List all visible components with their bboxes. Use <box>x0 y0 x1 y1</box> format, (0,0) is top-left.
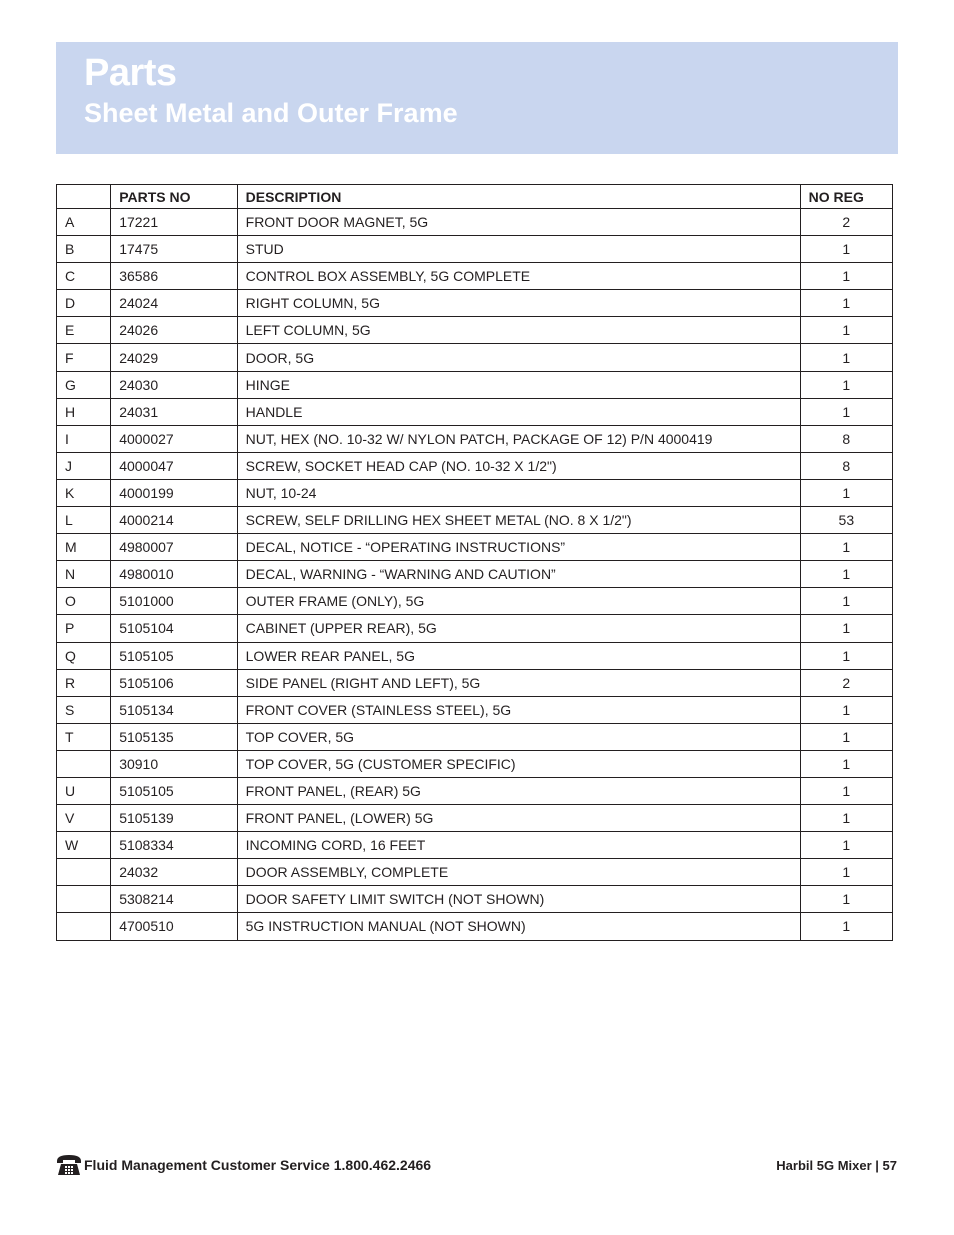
description-cell: DOOR ASSEMBLY, COMPLETE <box>237 859 800 886</box>
quantity-cell: 1 <box>800 398 892 425</box>
page-number-label: Harbil 5G Mixer | 57 <box>776 1158 897 1173</box>
table-row <box>57 371 893 398</box>
table-row <box>57 832 893 859</box>
row-letter-cell: D <box>57 290 111 317</box>
quantity-cell: 1 <box>800 263 892 290</box>
table-row <box>57 317 893 344</box>
description-cell: INCOMING CORD, 16 FEET <box>237 832 800 859</box>
description-cell: LOWER REAR PANEL, 5G <box>237 642 800 669</box>
quantity-cell: 1 <box>800 642 892 669</box>
quantity-cell: 1 <box>800 236 892 263</box>
table-row <box>57 805 893 832</box>
parts-table-body <box>57 209 893 941</box>
part-number-cell: 17221 <box>111 209 237 236</box>
row-letter-cell: M <box>57 534 111 561</box>
quantity-cell: 1 <box>800 696 892 723</box>
part-number-cell: 24031 <box>111 398 237 425</box>
table-row <box>57 236 893 263</box>
row-letter-cell: W <box>57 832 111 859</box>
table-row <box>57 859 893 886</box>
table-row <box>57 209 893 236</box>
page-subtitle: Sheet Metal and Outer Frame <box>84 98 458 128</box>
part-number-cell: 5101000 <box>111 588 237 615</box>
table-row <box>57 588 893 615</box>
row-letter-cell: V <box>57 805 111 832</box>
description-cell: LEFT COLUMN, 5G <box>237 317 800 344</box>
description-cell: STUD <box>237 236 800 263</box>
quantity-cell: 1 <box>800 615 892 642</box>
part-number-cell: 5105135 <box>111 723 237 750</box>
part-number-cell: 4000214 <box>111 507 237 534</box>
description-cell: FRONT COVER (STAINLESS STEEL), 5G <box>237 696 800 723</box>
description-cell: DECAL, WARNING - “WARNING AND CAUTION” <box>237 561 800 588</box>
description-cell: DOOR SAFETY LIMIT SWITCH (NOT SHOWN) <box>237 886 800 913</box>
table-row <box>57 723 893 750</box>
quantity-cell: 1 <box>800 588 892 615</box>
table-row <box>57 507 893 534</box>
table-row <box>57 344 893 371</box>
part-number-cell: 24029 <box>111 344 237 371</box>
row-letter-cell: T <box>57 723 111 750</box>
page-title: Parts <box>84 52 177 94</box>
table-row <box>57 642 893 669</box>
quantity-cell: 1 <box>800 723 892 750</box>
quantity-cell: 1 <box>800 913 892 940</box>
description-cell: TOP COVER, 5G (CUSTOMER SPECIFIC) <box>237 750 800 777</box>
quantity-cell: 1 <box>800 344 892 371</box>
part-number-cell: 5105106 <box>111 669 237 696</box>
part-number-cell: 4980010 <box>111 561 237 588</box>
table-row <box>57 534 893 561</box>
column-header-description: DESCRIPTION <box>237 185 800 209</box>
telephone-icon <box>56 1154 82 1176</box>
column-header-parts-no: PARTS NO <box>111 185 237 209</box>
description-cell: RIGHT COLUMN, 5G <box>237 290 800 317</box>
part-number-cell: 5105104 <box>111 615 237 642</box>
part-number-cell: 4000047 <box>111 452 237 479</box>
quantity-cell: 2 <box>800 669 892 696</box>
table-row <box>57 398 893 425</box>
quantity-cell: 1 <box>800 561 892 588</box>
row-letter-cell: C <box>57 263 111 290</box>
table-row <box>57 263 893 290</box>
table-row <box>57 615 893 642</box>
description-cell: CONTROL BOX ASSEMBLY, 5G COMPLETE <box>237 263 800 290</box>
quantity-cell: 1 <box>800 371 892 398</box>
row-letter-cell: G <box>57 371 111 398</box>
part-number-cell: 24030 <box>111 371 237 398</box>
part-number-cell: 17475 <box>111 236 237 263</box>
description-cell: OUTER FRAME (ONLY), 5G <box>237 588 800 615</box>
table-row <box>57 561 893 588</box>
description-cell: NUT, 10-24 <box>237 479 800 506</box>
part-number-cell: 5308214 <box>111 886 237 913</box>
row-letter-cell: I <box>57 425 111 452</box>
table-row <box>57 750 893 777</box>
row-letter-cell: E <box>57 317 111 344</box>
row-letter-cell <box>57 750 111 777</box>
row-letter-cell: B <box>57 236 111 263</box>
row-letter-cell <box>57 913 111 940</box>
quantity-cell: 1 <box>800 832 892 859</box>
description-cell: DOOR, 5G <box>237 344 800 371</box>
table-row <box>57 479 893 506</box>
footer-customer-service <box>56 1152 431 1178</box>
description-cell: HINGE <box>237 371 800 398</box>
row-letter-cell: Q <box>57 642 111 669</box>
part-number-cell: 5105139 <box>111 805 237 832</box>
part-number-cell: 24026 <box>111 317 237 344</box>
table-row <box>57 696 893 723</box>
quantity-cell: 1 <box>800 534 892 561</box>
table-row <box>57 913 893 940</box>
row-letter-cell: P <box>57 615 111 642</box>
description-cell: NUT, HEX (NO. 10-32 W/ NYLON PATCH, PACKAGE OF 12) P/N 4000419 <box>237 425 800 452</box>
row-letter-cell <box>57 859 111 886</box>
row-letter-cell: H <box>57 398 111 425</box>
column-header-no-reg: NO REG <box>800 185 892 209</box>
part-number-cell: 5105105 <box>111 777 237 804</box>
parts-table <box>56 184 893 941</box>
quantity-cell: 1 <box>800 886 892 913</box>
part-number-cell: 24032 <box>111 859 237 886</box>
description-cell: SCREW, SELF DRILLING HEX SHEET METAL (NO. 8 X 1/2") <box>237 507 800 534</box>
part-number-cell: 4000199 <box>111 479 237 506</box>
row-letter-cell: R <box>57 669 111 696</box>
column-header-letter <box>57 185 111 209</box>
quantity-cell: 1 <box>800 777 892 804</box>
part-number-cell: 24024 <box>111 290 237 317</box>
description-cell: DECAL, NOTICE - “OPERATING INSTRUCTIONS” <box>237 534 800 561</box>
table-row <box>57 669 893 696</box>
part-number-cell: 4000027 <box>111 425 237 452</box>
description-cell: SCREW, SOCKET HEAD CAP (NO. 10-32 X 1/2") <box>237 452 800 479</box>
quantity-cell: 8 <box>800 452 892 479</box>
row-letter-cell: U <box>57 777 111 804</box>
row-letter-cell: L <box>57 507 111 534</box>
quantity-cell: 53 <box>800 507 892 534</box>
row-letter-cell <box>57 886 111 913</box>
quantity-cell: 2 <box>800 209 892 236</box>
part-number-cell: 36586 <box>111 263 237 290</box>
row-letter-cell: K <box>57 479 111 506</box>
table-row <box>57 452 893 479</box>
row-letter-cell: O <box>57 588 111 615</box>
row-letter-cell: N <box>57 561 111 588</box>
quantity-cell: 1 <box>800 290 892 317</box>
quantity-cell: 1 <box>800 317 892 344</box>
quantity-cell: 8 <box>800 425 892 452</box>
description-cell: FRONT PANEL, (REAR) 5G <box>237 777 800 804</box>
part-number-cell: 30910 <box>111 750 237 777</box>
row-letter-cell: S <box>57 696 111 723</box>
part-number-cell: 4700510 <box>111 913 237 940</box>
description-cell: SIDE PANEL (RIGHT AND LEFT), 5G <box>237 669 800 696</box>
part-number-cell: 5108334 <box>111 832 237 859</box>
description-cell: FRONT DOOR MAGNET, 5G <box>237 209 800 236</box>
table-row <box>57 886 893 913</box>
description-cell: HANDLE <box>237 398 800 425</box>
part-number-cell: 4980007 <box>111 534 237 561</box>
part-number-cell: 5105105 <box>111 642 237 669</box>
row-letter-cell: J <box>57 452 111 479</box>
customer-service-text: Fluid Management Customer Service 1.800.462.2466 <box>84 1157 432 1173</box>
quantity-cell: 1 <box>800 805 892 832</box>
table-row <box>57 777 893 804</box>
description-cell: FRONT PANEL, (LOWER) 5G <box>237 805 800 832</box>
header-banner <box>56 42 898 154</box>
part-number-cell: 5105134 <box>111 696 237 723</box>
table-row <box>57 425 893 452</box>
table-header-row <box>57 185 893 209</box>
row-letter-cell: F <box>57 344 111 371</box>
quantity-cell: 1 <box>800 479 892 506</box>
description-cell: 5G INSTRUCTION MANUAL (NOT SHOWN) <box>237 913 800 940</box>
description-cell: TOP COVER, 5G <box>237 723 800 750</box>
quantity-cell: 1 <box>800 859 892 886</box>
description-cell: CABINET (UPPER REAR), 5G <box>237 615 800 642</box>
row-letter-cell: A <box>57 209 111 236</box>
table-row <box>57 290 893 317</box>
quantity-cell: 1 <box>800 750 892 777</box>
